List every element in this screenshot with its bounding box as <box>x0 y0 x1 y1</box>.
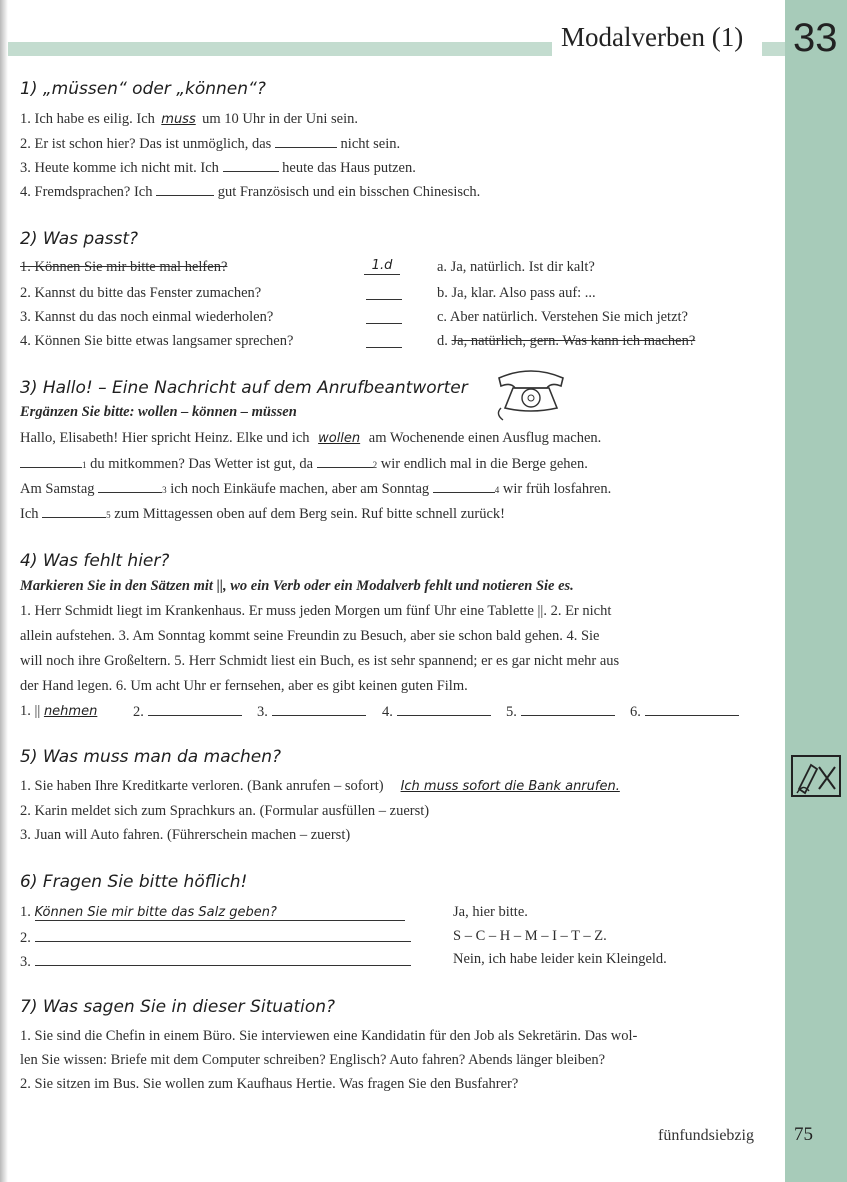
s4-answer-6-label: 6. <box>630 704 641 720</box>
s1-item-4-text: 4. Fremdsprachen? Ich <box>20 184 157 200</box>
s4-answer-3 <box>257 703 366 721</box>
s1-item-4-blank[interactable] <box>156 183 214 196</box>
s3-line-3-text: Am Samstag <box>20 481 99 497</box>
s3-instruction: Ergänzen Sie bitte: wollen – können – müssen <box>20 404 297 420</box>
s2-question-4: 4. Können Sie bitte etwas langsamer sprechen? <box>20 333 294 349</box>
s1-item-2-rest: nicht sein. <box>336 136 401 152</box>
s2-answer-1[interactable] <box>364 257 400 275</box>
s3-line-1 <box>20 430 601 447</box>
s4-answer-4-blank[interactable] <box>397 703 491 716</box>
s3-blank-4[interactable] <box>433 480 495 493</box>
s1-item-1-rest: um 10 Uhr in der Uni sein. <box>198 111 358 127</box>
page-edge-shadow <box>0 0 8 1182</box>
s3-line-1-text: Hallo, Elisabeth! Hier spricht Heinz. Elke und ich <box>20 430 314 446</box>
s3-line-3-rest: wir früh losfahren. <box>499 481 612 497</box>
section-6-heading: 6) Fragen Sie bitte höflich! <box>20 872 248 892</box>
s6-item-2 <box>20 929 411 947</box>
page-number: 75 <box>794 1124 813 1145</box>
s4-text-line-3: will noch ihre Großeltern. 5. Herr Schmidt liest ein Buch, es ist sehr spannend; er es gar nicht mehr aus <box>20 653 620 669</box>
section-3-heading: 3) Hallo! – Eine Nachricht auf dem Anrufbeantworter <box>20 378 468 398</box>
s7-item-1-line-1: 1. Sie sind die Chefin in einem Büro. Sie interviewen eine Kandidatin für den Job als Sekretärin. Das wol- <box>20 1028 638 1044</box>
s2-option-c: c. Aber natürlich. Verstehen Sie mich jetzt? <box>437 309 688 325</box>
s4-answer-2-blank[interactable] <box>148 703 242 716</box>
s3-line-3-mid: ich noch Einkäufe machen, aber am Sonntag <box>166 481 433 497</box>
s1-item-2-blank[interactable] <box>275 135 337 148</box>
chapter-number: 33 <box>793 16 838 60</box>
s1-item-1-answer: muss <box>161 112 196 127</box>
s2-option-d-letter: d. <box>437 333 452 349</box>
s2-option-d-text: Ja, natürlich, gern. Was kann ich machen? <box>451 333 696 349</box>
s1-item-1-text: 1. Ich habe es eilig. Ich <box>20 111 159 127</box>
s1-item-2 <box>20 135 400 153</box>
s3-blank-3[interactable] <box>98 480 162 493</box>
s4-answer-1 <box>20 703 114 720</box>
s2-option-d <box>437 333 695 350</box>
section-1-heading: 1) „müssen“ oder „können“? <box>20 79 266 99</box>
s4-answer-5-label: 5. <box>506 704 517 720</box>
s3-blank-5[interactable] <box>42 505 106 518</box>
s3-line-4-text: Ich <box>20 506 43 522</box>
s1-item-4-rest: gut Französisch und ein bisschen Chinesisch. <box>214 184 481 200</box>
s1-item-3-rest: heute das Haus putzen. <box>278 160 416 176</box>
s2-question-2: 2. Kannst du bitte das Fenster zumachen? <box>20 285 262 301</box>
s3-blank-1-number: 1 <box>82 460 87 470</box>
s4-instruction: Markieren Sie in den Sätzen mit ||, wo ein Verb oder ein Modalverb fehlt und notieren Sie es. <box>20 578 574 594</box>
s6-item-1-answer: Können Sie mir bitte das Salz geben? <box>35 905 405 921</box>
s2-answer-4-blank[interactable] <box>366 347 402 348</box>
s6-item-3 <box>20 953 411 971</box>
s4-answer-5-blank[interactable] <box>521 703 615 716</box>
s3-line-2 <box>20 455 588 473</box>
s4-answer-6 <box>630 703 739 721</box>
page-title: Modalverben (1) <box>561 22 744 52</box>
s3-blank-2[interactable] <box>317 455 373 468</box>
section-2-heading: 2) Was passt? <box>20 229 139 249</box>
s2-answer-3-blank[interactable] <box>366 323 402 324</box>
s6-item-2-number: 2. <box>20 930 31 946</box>
s3-answer-example: wollen <box>318 431 361 446</box>
s3-line-4 <box>20 505 505 523</box>
s4-text-line-2: allein aufstehen. 3. Am Sonntag kommt seine Freundin zu Besuch, aber sie schon bald gehen. 4. Sie <box>20 628 600 644</box>
s1-item-3-text: 3. Heute komme ich nicht mit. Ich <box>20 160 223 176</box>
s7-item-1-line-2: len Sie wissen: Briefe mit dem Computer schreiben? Englisch? Auto fahren? Abends länger bleiben? <box>20 1052 606 1068</box>
s4-answer-3-blank[interactable] <box>272 703 366 716</box>
s3-line-2-text: du mitkommen? Das Wetter ist gut, da <box>86 456 317 472</box>
s6-item-2-blank[interactable] <box>35 929 411 942</box>
s2-question-3: 3. Kannst du das noch einmal wiederholen? <box>20 309 274 325</box>
s1-item-1 <box>20 111 358 128</box>
s1-item-2-text: 2. Er ist schon hier? Das ist unmöglich, das <box>20 136 275 152</box>
s4-answer-2 <box>133 703 242 721</box>
page-number-words: fünfundsiebzig <box>658 1127 754 1144</box>
section-4-heading: 4) Was fehlt hier? <box>20 551 170 571</box>
s3-blank-1[interactable] <box>20 455 82 468</box>
s3-line-3 <box>20 480 611 498</box>
s6-item-3-number: 3. <box>20 954 31 970</box>
s6-item-1 <box>20 904 405 921</box>
s4-text-line-4: der Hand legen. 6. Um acht Uhr er fernsehen, aber es gibt keinen guten Film. <box>20 678 468 694</box>
s5-item-1-answer: Ich muss sofort die Bank anrufen. <box>400 779 620 794</box>
s6-item-1-number: 1. <box>20 904 31 920</box>
s1-item-3 <box>20 159 416 177</box>
s4-answer-6-blank[interactable] <box>645 703 739 716</box>
s3-line-4-rest: zum Mittagessen oben auf dem Berg sein. Ruf bitte schnell zurück! <box>110 506 505 522</box>
telephone-icon <box>491 364 573 422</box>
writing-task-icon <box>789 753 843 799</box>
s2-answer-1-text: 1.d <box>371 258 393 273</box>
s4-answer-4-label: 4. <box>382 704 393 720</box>
s3-blank-4-number: 4 <box>494 485 500 495</box>
s5-item-1 <box>20 778 633 795</box>
s2-option-a: a. Ja, natürlich. Ist dir kalt? <box>437 259 595 275</box>
s6-response-1: Ja, hier bitte. <box>453 904 528 920</box>
s4-answer-3-label: 3. <box>257 704 268 720</box>
s3-line-1-rest: am Wochenende einen Ausflug machen. <box>365 430 602 446</box>
s1-item-3-blank[interactable] <box>223 159 279 172</box>
s6-item-3-blank[interactable] <box>35 953 411 966</box>
s6-response-2: S – C – H – M – I – T – Z. <box>453 928 607 944</box>
s4-text-line-1: 1. Herr Schmidt liegt im Krankenhaus. Er muss jeden Morgen um fünf Uhr eine Tablette ||. 2. Er nicht <box>20 603 612 619</box>
s4-answer-2-label: 2. <box>133 704 144 720</box>
s6-response-3: Nein, ich habe leider kein Kleingeld. <box>453 951 667 967</box>
section-5-heading: 5) Was muss man da machen? <box>20 747 281 767</box>
s2-question-1: 1. Können Sie mir bitte mal helfen? <box>20 259 228 275</box>
s2-answer-2-blank[interactable] <box>366 299 402 300</box>
s5-item-2: 2. Karin meldet sich zum Sprachkurs an. (Formular ausfüllen – zuerst) <box>20 803 430 819</box>
s5-item-1-text: 1. Sie haben Ihre Kreditkarte verloren. (Bank anrufen – sofort) <box>20 778 388 794</box>
s2-option-b: b. Ja, klar. Also pass auf: ... <box>437 285 596 301</box>
s4-answer-4 <box>382 703 491 721</box>
s1-item-4 <box>20 183 480 201</box>
chapter-sidebar <box>785 0 847 1182</box>
s3-line-2-rest: wir endlich mal in die Berge gehen. <box>377 456 588 472</box>
section-7-heading: 7) Was sagen Sie in dieser Situation? <box>20 997 336 1017</box>
s4-answer-5 <box>506 703 615 721</box>
s3-blank-5-number: 5 <box>106 510 111 520</box>
s3-blank-3-number: 3 <box>162 485 167 495</box>
s4-answer-1-label: 1. || <box>20 703 44 719</box>
s4-answer-1-text: nehmen <box>43 704 98 719</box>
s5-item-3: 3. Juan will Auto fahren. (Führerschein machen – zuerst) <box>20 827 351 843</box>
s3-blank-2-number: 2 <box>372 460 378 470</box>
s7-item-2: 2. Sie sitzen im Bus. Sie wollen zum Kaufhaus Hertie. Was fragen Sie den Busfahrer? <box>20 1076 519 1092</box>
